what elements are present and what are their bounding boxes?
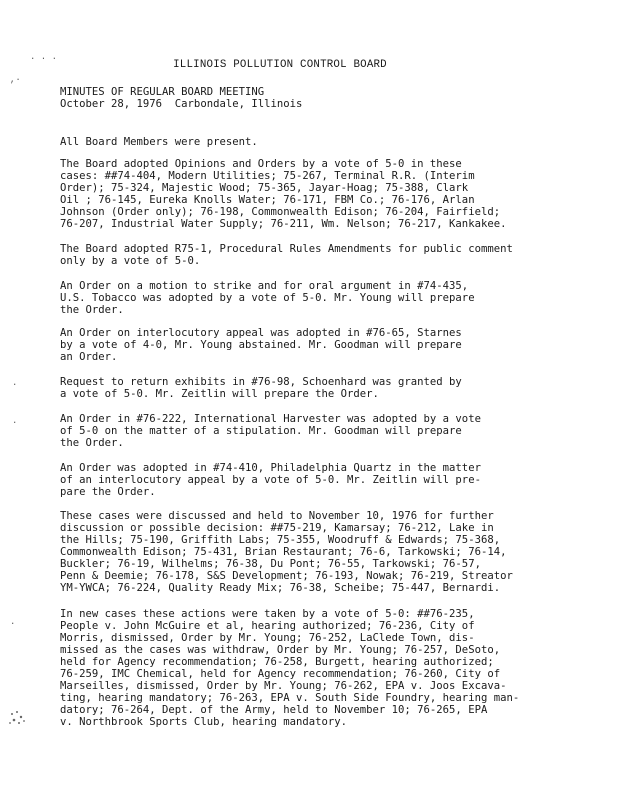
paragraph-line: by a vote of 4-0, Mr. Young abstained. Mr. Goodman will prepare: [60, 339, 462, 351]
paragraph-line: cases: ##74-404, Modern Utilities; 75-267, Terminal R.R. (Interim: [60, 170, 475, 182]
paragraph-line: missed as the cases was withdraw, Order by Mr. Young; 76-257, DeSoto,: [60, 644, 501, 656]
paragraph-line: The Board adopted R75-1, Procedural Rules Amendments for public comment: [60, 243, 513, 255]
paragraph-line: held for Agency recommendation; 76-258, Burgett, hearing authorized;: [60, 656, 494, 668]
paragraph-line: only by a vote of 5-0.: [60, 255, 201, 267]
paragraph-line: Oil ; 76-145, Eureka Knolls Water; 76-171, FBM Co.; 76-176, Arlan: [60, 194, 475, 206]
paragraph-line: Penn & Deemie; 76-178, S&S Development; 76-193, Nowak; 76-219, Streator: [60, 570, 513, 582]
paragraph-line: 76-259, IMC Chemical, held for Agency recommendation; 76-260, City of: [60, 668, 501, 680]
paragraph-line: ting, hearing mandatory; 76-263, EPA v. South Side Foundry, hearing man-: [60, 692, 520, 704]
paragraph-line: pare the Order.: [60, 486, 156, 498]
paragraph-line: the Order.: [60, 304, 124, 316]
paragraph-line: Morris, dismissed, Order by Mr. Young; 76-252, LaClede Town, dis-: [60, 632, 475, 644]
paragraph-line: the Hills; 75-190, Griffith Labs; 75-355, Woodruff & Edwards; 75-368,: [60, 534, 501, 546]
paragraph-line: Request to return exhibits in #76-98, Schoenhard was granted by: [60, 376, 462, 388]
paragraph-line: An Order in #76-222, International Harvester was adopted by a vote: [60, 413, 481, 425]
paragraph-line: YM-YWCA; 76-224, Quality Ready Mix; 76-38, Scheibe; 75-447, Bernardi.: [60, 582, 501, 594]
paragraph-line: v. Northbrook Sports Club, hearing mandatory.: [60, 716, 348, 728]
paragraph-line: Commonwealth Edison; 75-431, Brian Restaurant; 76-6, Tarkowski; 76-14,: [60, 546, 507, 558]
paragraph-line: The Board adopted Opinions and Orders by a vote of 5-0 in these: [60, 158, 462, 170]
paragraph-line: People v. John McGuire et al, hearing authorized; 76-236, City of: [60, 620, 475, 632]
paragraph-line: An Order on interlocutory appeal was adopted in #76-65, Starnes: [60, 327, 462, 339]
paragraph-line: the Order.: [60, 437, 124, 449]
paragraph-line: datory; 76-264, Dept. of the Army, held to November 10; 76-265, EPA: [60, 704, 488, 716]
paragraph-line: an Order.: [60, 351, 118, 363]
scan-speck: ,·: [10, 75, 21, 85]
paragraph-line: Marseilles, dismissed, Order by Mr. Young; 76-262, EPA v. Joos Excava-: [60, 680, 507, 692]
scan-speck: · · ·: [30, 54, 58, 64]
document-title: ILLINOIS POLLUTION CONTROL BOARD: [173, 59, 387, 71]
paragraph-line: of an interlocutory appeal by a vote of 5-0. Mr. Zeitlin will pre-: [60, 474, 481, 486]
paragraph-line: An Order was adopted in #74-410, Philadelphia Quartz in the matter: [60, 462, 481, 474]
paragraph-line: of 5-0 on the matter of a stipulation. Mr. Goodman will prepare: [60, 425, 462, 437]
paragraph-line: Buckler; 76-19, Wilhelms; 76-38, Du Pont; 76-55, Tarkowski; 76-57,: [60, 558, 481, 570]
paragraph-line: An Order on a motion to strike and for oral argument in #74-435,: [60, 280, 469, 292]
paragraph-line: 76-207, Industrial Water Supply; 76-211, Wm. Nelson; 76-217, Kankakee.: [60, 218, 507, 230]
meeting-header-line: October 28, 1976 Carbondale, Illinois: [60, 98, 303, 110]
scan-stamp-mark: [6, 708, 28, 728]
meeting-header-line: MINUTES OF REGULAR BOARD MEETING: [60, 86, 265, 98]
paragraph-line: Order); 75-324, Majestic Wood; 75-365, Jayar-Hoag; 75-388, Clark: [60, 182, 469, 194]
paragraph-line: In new cases these actions were taken by a vote of 5-0: ##76-235,: [60, 608, 475, 620]
paragraph-line: a vote of 5-0. Mr. Zeitlin will prepare the Order.: [60, 388, 379, 400]
scan-speck: ·: [12, 380, 18, 390]
paragraph-line: U.S. Tobacco was adopted by a vote of 5-0. Mr. Young will prepare: [60, 292, 475, 304]
scan-speck: ·: [12, 418, 18, 428]
paragraph-line: Johnson (Order only); 76-198, Commonwealth Edison; 76-204, Fairfield;: [60, 206, 501, 218]
paragraph-line: All Board Members were present.: [60, 136, 258, 148]
paragraph-line: These cases were discussed and held to November 10, 1976 for further: [60, 510, 494, 522]
paragraph-line: discussion or possible decision: ##75-219, Kamarsay; 76-212, Lake in: [60, 522, 494, 534]
scan-speck: ·: [10, 619, 16, 629]
